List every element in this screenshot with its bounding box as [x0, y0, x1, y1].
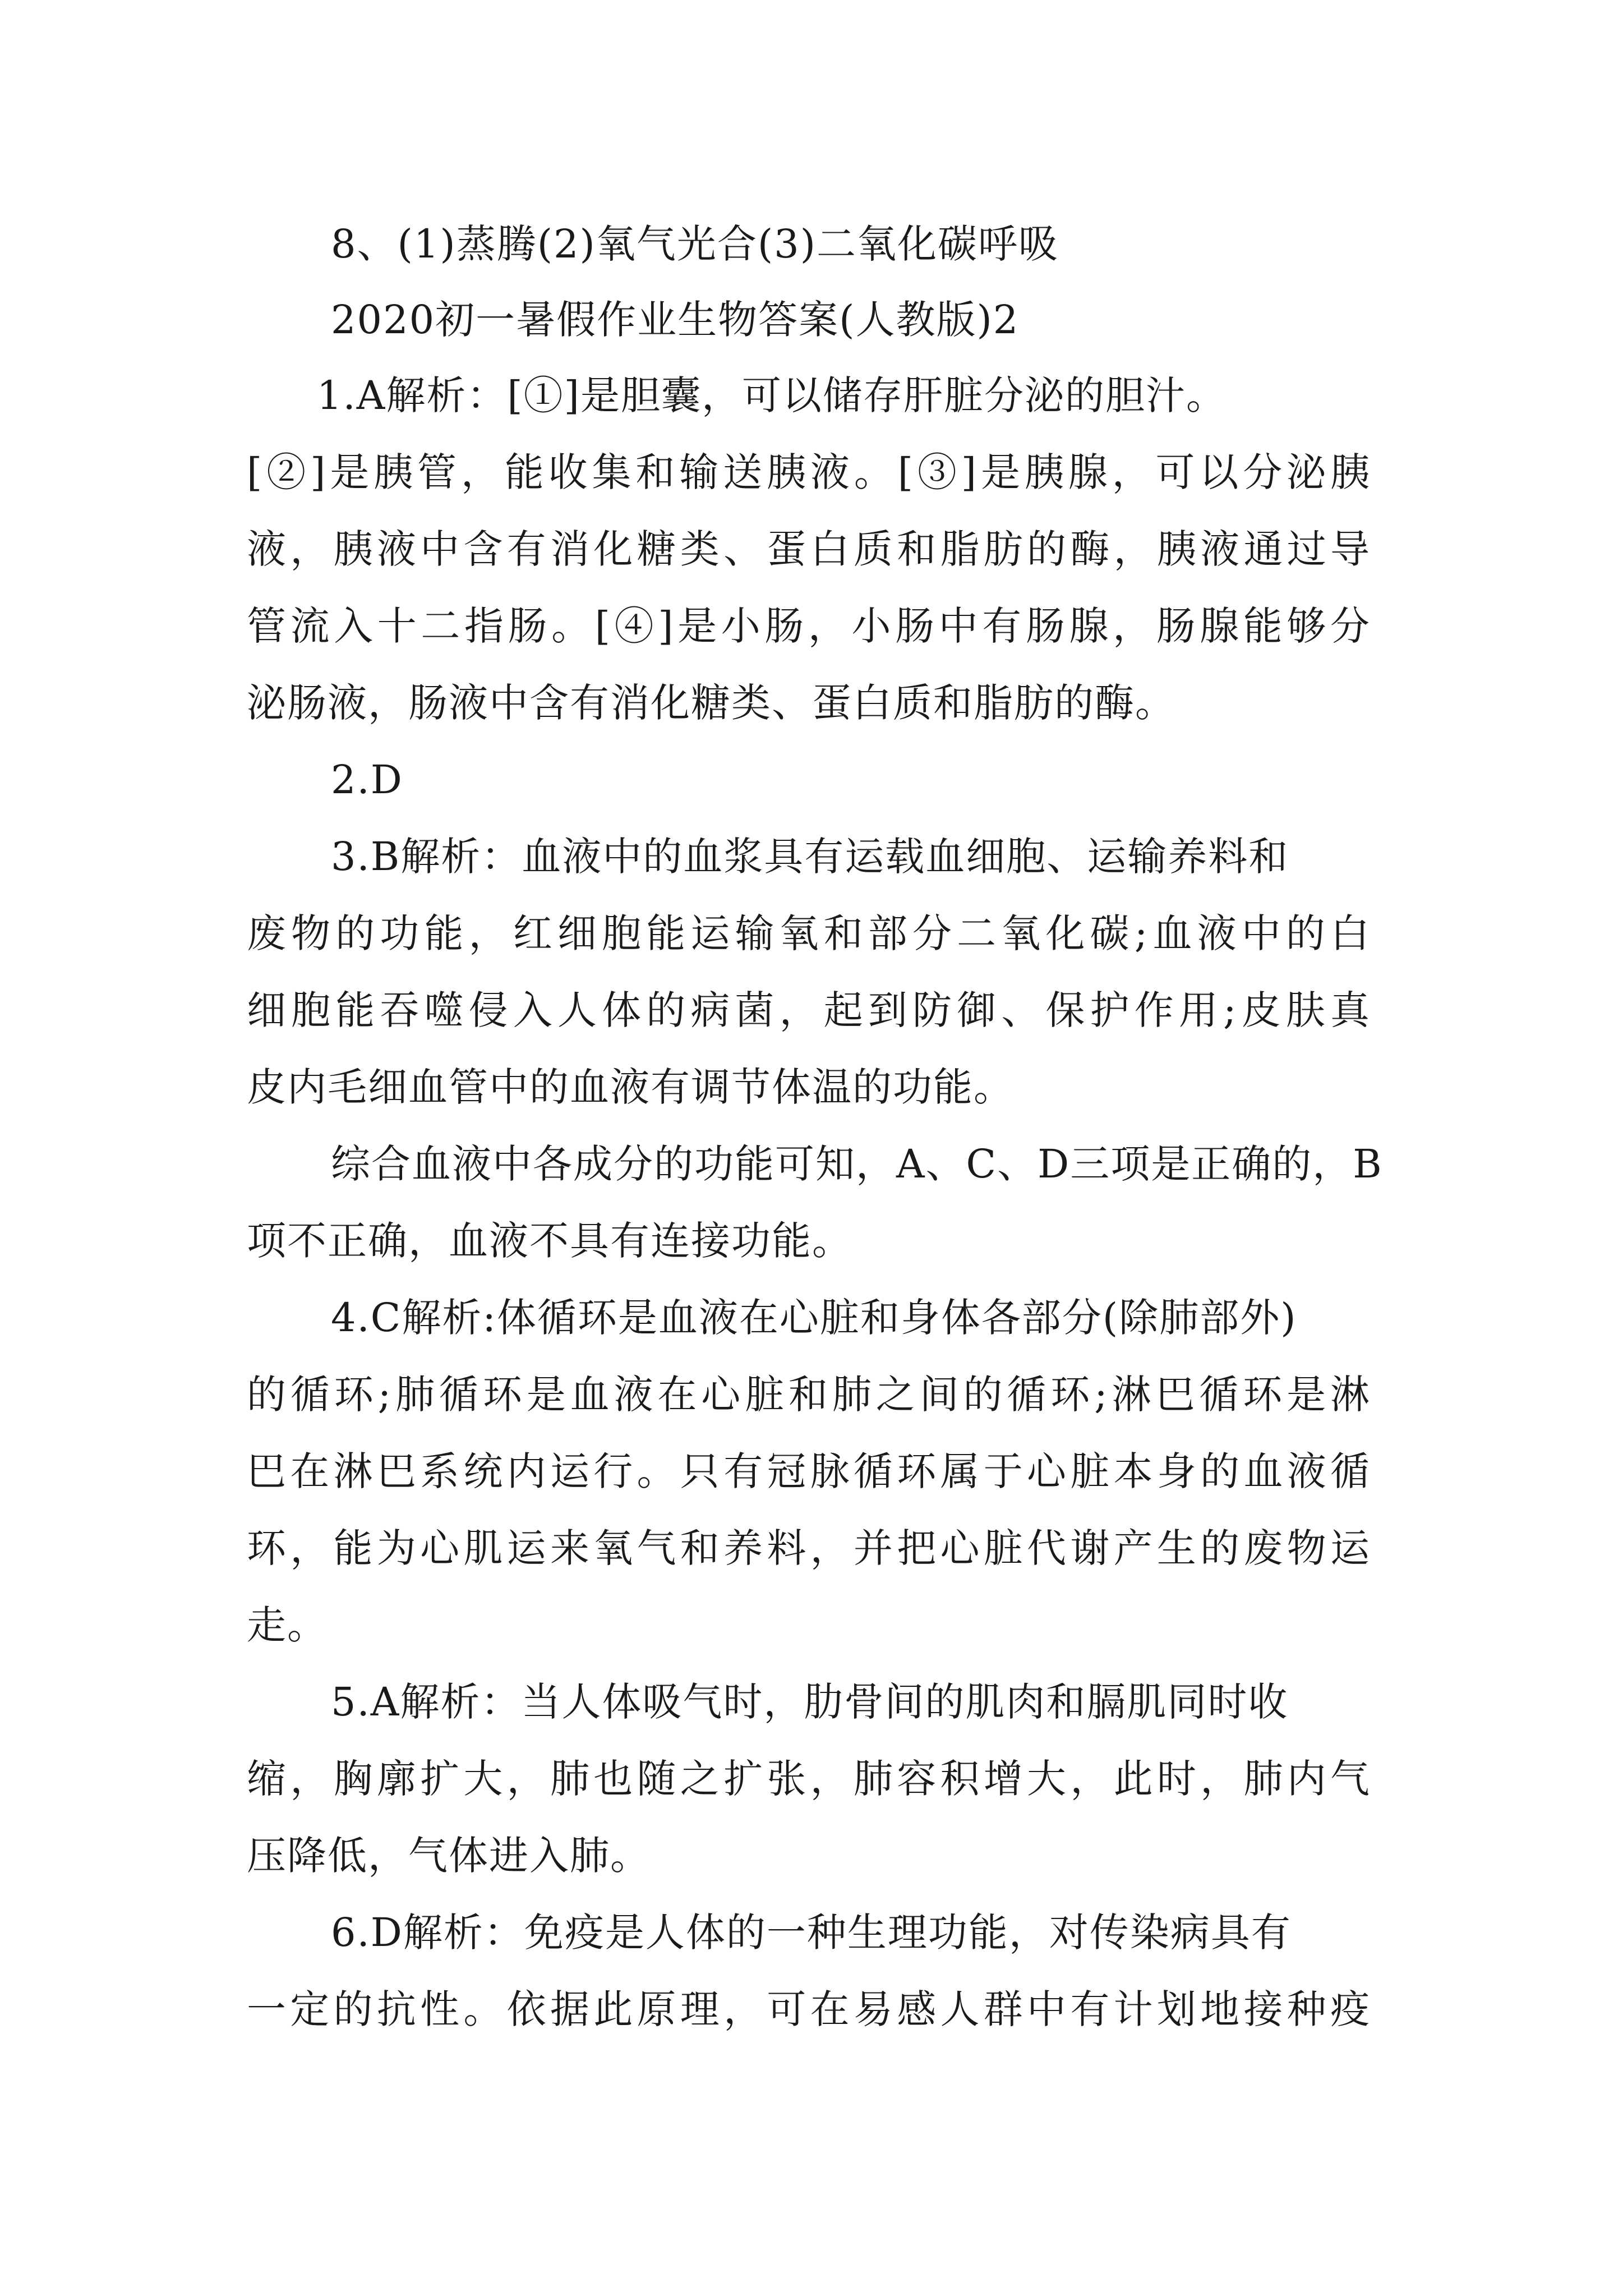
answer-4-line-2: 的循环;肺循环是血液在心脏和肺之间的循环;淋巴循环是淋 — [247, 1372, 1371, 1418]
answer-5-line-2: 缩，胸廓扩大，肺也随之扩张，肺容积增大，此时，肺内气 — [247, 1756, 1371, 1802]
answer-4-line-1: 4.C解析:体循环是血液在心脏和身体各部分(除肺部外) — [331, 1295, 1297, 1341]
answer-3-line-2: 废物的功能，红细胞能运输氧和部分二氧化碳;血液中的白 — [247, 910, 1371, 956]
answer-5-line-1: 5.A解析：当人体吸气时，肋骨间的肌肉和膈肌同时收 — [331, 1679, 1289, 1725]
answer-1-line-1: 1.A解析：[①]是胆囊，可以储存肝脏分泌的胆汁。 — [317, 372, 1227, 418]
answer-4-line-3: 巴在淋巴系统内运行。只有冠脉循环属于心脏本身的血液循 — [247, 1448, 1371, 1494]
answer-1-line-5: 泌肠液，肠液中含有消化糖类、蛋白质和脂肪的酶。 — [247, 680, 1175, 726]
answer-4-line-4: 环，能为心肌运来氧气和养料，并把心脏代谢产生的废物运 — [247, 1525, 1371, 1571]
answer-6-line-1: 6.D解析：免疫是人体的一种生理功能，对传染病具有 — [331, 1910, 1292, 1955]
answer-3-line-6: 项不正确，血液不具有连接功能。 — [247, 1218, 852, 1264]
answer-1-line-2: [②]是胰管，能收集和输送胰液。[③]是胰腺，可以分泌胰 — [247, 449, 1371, 495]
answer-3-line-3: 细胞能吞噬侵入人体的病菌，起到防御、保护作用;皮肤真 — [247, 987, 1371, 1033]
section-title: 2020初一暑假作业生物答案(人教版)2 — [331, 297, 1020, 343]
answer-1-line-3: 液，胰液中含有消化糖类、蛋白质和脂肪的酶，胰液通过导 — [247, 526, 1371, 572]
answer-4-line-5: 走。 — [247, 1602, 328, 1648]
answer-3-line-1: 3.B解析：血液中的血浆具有运载血细胞、运输养料和 — [331, 834, 1289, 880]
answer-3-line-4: 皮内毛细血管中的血液有调节体温的功能。 — [247, 1064, 1014, 1110]
answer-5-line-3: 压降低，气体进入肺。 — [247, 1833, 651, 1879]
answer-6-line-2: 一定的抗性。依据此原理，可在易感人群中有计划地接种疫 — [247, 1986, 1371, 2032]
answer-2-line: 2.D — [331, 757, 403, 803]
answer-3-line-5: 综合血液中各成分的功能可知，A、C、D三项是正确的，B — [331, 1141, 1383, 1187]
answer-8-line: 8、(1)蒸腾(2)氧气光合(3)二氧化碳呼吸 — [331, 221, 1059, 267]
answer-1-line-4: 管流入十二指肠。[④]是小肠，小肠中有肠腺，肠腺能够分 — [247, 603, 1371, 649]
